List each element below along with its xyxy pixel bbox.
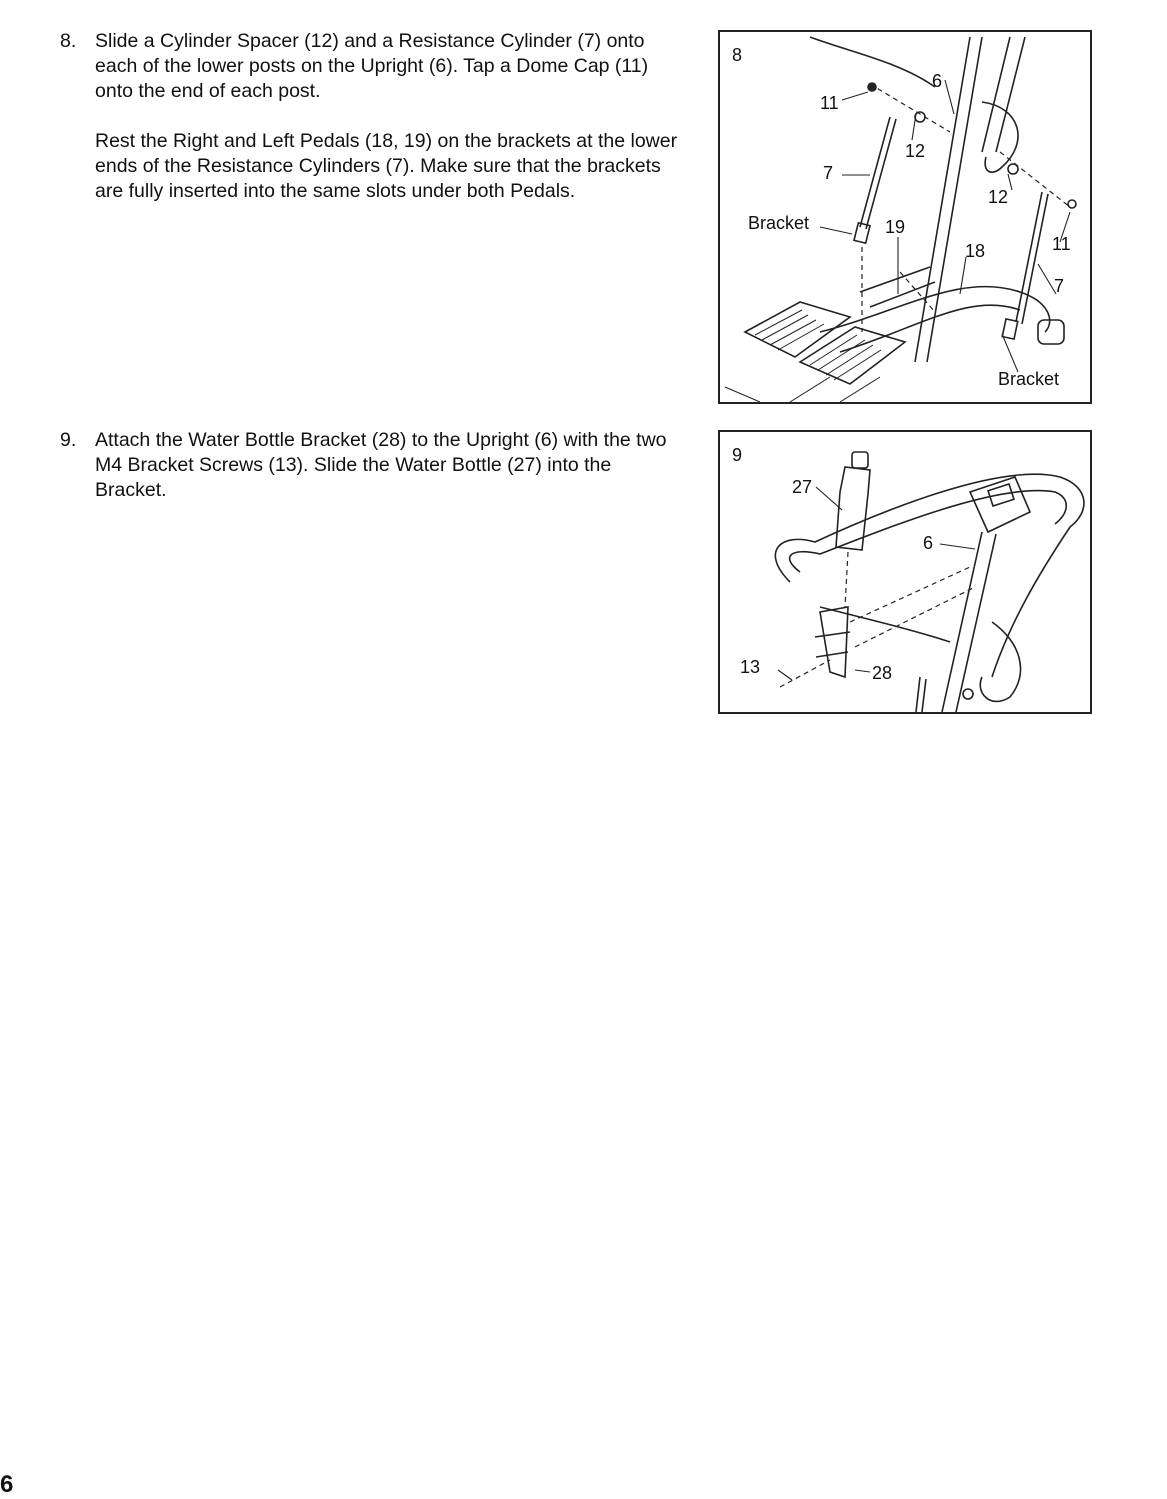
figure-number: 8: [732, 45, 743, 65]
bracket-label: Bracket: [998, 369, 1060, 389]
step-8: [60, 29, 685, 229]
step-9: [60, 428, 685, 528]
page-number: 6: [0, 1471, 14, 1498]
figure-number: 9: [732, 445, 743, 465]
spacer-label: 12: [988, 187, 1009, 207]
bracket-label: Bracket: [748, 213, 810, 233]
dome-cap-label: 11: [820, 93, 839, 113]
figure-8: [718, 30, 1092, 404]
spacer-label: 12: [905, 141, 926, 161]
step-paragraph: Slide a Cylinder Spacer (12) and a Resistance Cylinder (7) onto each of the lower posts on the Upright (6). Tap a Dome Cap (11) onto the end of each post.: [95, 30, 649, 102]
water-bottle-label: 27: [792, 477, 813, 497]
cylinder-label: 7: [823, 163, 834, 183]
bottle-bracket-label: 28: [872, 663, 893, 683]
upright-label: 6: [923, 533, 934, 553]
dome-cap-label: 11: [1052, 234, 1071, 254]
upright-label: 6: [932, 71, 943, 91]
water-bottle-drawing: [720, 432, 1090, 712]
figure-9: [718, 430, 1092, 714]
step-paragraph: Rest the Right and Left Pedals (18, 19) on the brackets at the lower ends of the Resistance Cylinders (7). Make sure that the brackets are fully inserted into the same slots under both Pedals.: [95, 130, 678, 202]
screws-label: 13: [740, 657, 761, 677]
step-number: 9.: [60, 429, 77, 451]
cylinder-label: 7: [1054, 276, 1065, 296]
left-pedal-label: 19: [885, 217, 906, 237]
right-pedal-label: 18: [965, 241, 986, 261]
step-paragraph: Attach the Water Bottle Bracket (28) to the Upright (6) with the two M4 Bracket Screws (13). Slide the Water Bottle (27) into the Bracket.: [95, 429, 667, 501]
step-number: 8.: [60, 30, 77, 52]
